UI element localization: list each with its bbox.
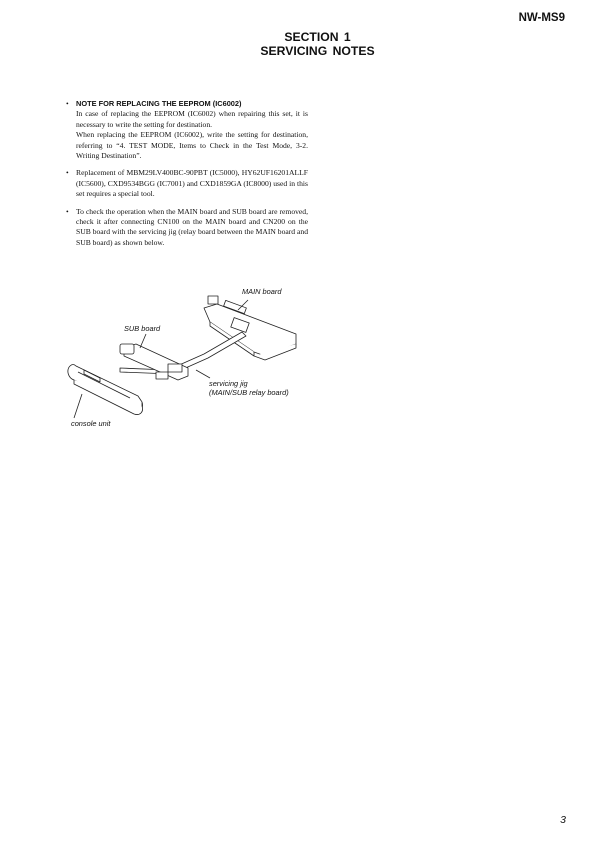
bullet: • [66, 168, 69, 178]
note-heading: NOTE FOR REPLACING THE EEPROM (IC6002) [76, 99, 242, 108]
servicing-notes [64, 99, 308, 255]
model-number: NW-MS9 [518, 12, 565, 24]
section-number: SECTION 1 [284, 30, 351, 44]
label-main-board: MAIN board [242, 287, 282, 296]
bullet: • [66, 206, 69, 216]
section-title [0, 30, 595, 58]
servicing-jig-diagram [60, 282, 310, 432]
connection-illustration [60, 282, 310, 432]
note-special-tool [64, 168, 308, 199]
bullet: • [66, 99, 69, 108]
note-eeprom [64, 99, 308, 161]
label-console-unit: console unit [71, 419, 111, 428]
note-paragraph: Replacement of MBM29LV400BC-90PBT (IC5000), HY62UF16201ALLF (IC5600), CXD9534BGG (IC7001) and CXD1859GA (IC8000) used in this set requires a special tool. [76, 168, 308, 199]
section-name: SERVICING NOTES [260, 44, 375, 58]
page-number: 3 [560, 814, 566, 826]
label-sub-board: SUB board [124, 324, 161, 333]
note-operation-check [64, 207, 308, 249]
note-paragraph: To check the operation when the MAIN board and SUB board are removed, check it after connecting CN100 on the MAIN board and CN200 on the SUB board with the servicing jig (relay board between the MAIN board and SUB board) as shown below. [76, 206, 308, 247]
note-paragraph: In case of replacing the EEPROM (IC6002) when repairing this set, it is necessary to write the setting for destination. [76, 109, 308, 129]
label-servicing-jig: servicing jig [209, 379, 248, 388]
label-servicing-jig-detail: (MAIN/SUB relay board) [209, 388, 289, 397]
note-paragraph: When replacing the EEPROM (IC6002), write the setting for destination, referring to “4. TEST MODE, Items to Check in the Test Mode, 3-2. Writing Destination”. [76, 130, 308, 161]
